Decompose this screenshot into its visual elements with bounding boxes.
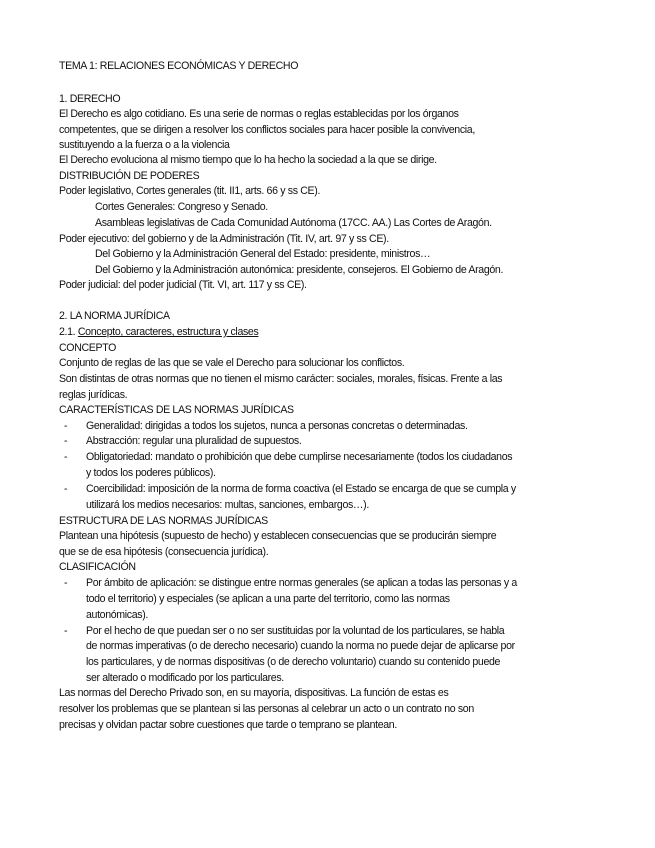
list-item-text: ser alterado o modificado por los particulares.: [86, 672, 284, 684]
paragraph-line: El Derecho evoluciona al mismo tiempo que lo ha hecho la sociedad a la que se dirige.: [59, 154, 437, 166]
list-item-text: Obligatoriedad: mandato o prohibición que debe cumplirse necesariamente (todos los ciudadanos: [86, 451, 513, 463]
indented-item: Cortes Generales: Congreso y Senado.: [95, 201, 268, 213]
poder-legislativo: Poder legislativo, Cortes generales (tit. II1, arts. 66 y ss CE).: [59, 185, 321, 197]
bullet-dash: -: [64, 577, 68, 589]
list-item-text: de normas imperativas (o de derecho necesario) cuando la norma no puede dejar de aplicarse por: [86, 640, 515, 652]
subheading-distribucion-poderes: DISTRIBUCIÓN DE PODERES: [59, 170, 200, 182]
paragraph-line: Plantean una hipótesis (supuesto de hecho) y establecen consecuencias que se producirán siempre: [59, 530, 497, 542]
paragraph-line: competentes, que se dirigen a resolver los conflictos sociales para hacer posible la convivencia,: [59, 124, 475, 136]
paragraph-line: El Derecho es algo cotidiano. Es una serie de normas o reglas establecidas por los órganos: [59, 108, 459, 120]
bullet-dash: -: [64, 451, 68, 463]
list-item-text: los particulares, y de normas dispositivas (o de derecho voluntario) cuando su contenido puede: [86, 656, 501, 668]
bullet-dash: -: [64, 420, 68, 432]
subheading-clasificacion: CLASIFICACIÓN: [59, 561, 136, 573]
list-item-text: utilizará los medios necesarios: multas, sanciones, embargos…).: [86, 499, 369, 511]
list-item-text: Generalidad: dirigidas a todos los sujetos, nunca a personas concretas o determinadas.: [86, 420, 468, 432]
bullet-dash: -: [64, 435, 68, 447]
subheading-estructura: ESTRUCTURA DE LAS NORMAS JURÍDICAS: [59, 515, 268, 527]
list-item-text: y todos los poderes públicos).: [86, 467, 216, 479]
subsection-heading: [59, 325, 258, 339]
paragraph-line: Conjunto de reglas de las que se vale el Derecho para solucionar los conflictos.: [59, 357, 405, 369]
list-item-text: Por el hecho de que puedan ser o no ser sustituidas por la voluntad de los particulares, se habla: [86, 625, 505, 637]
bullet-dash: -: [64, 483, 68, 495]
poder-judicial: Poder judicial: del poder judicial (Tit. VI, art. 117 y ss CE).: [59, 279, 307, 291]
subheading-concepto: CONCEPTO: [59, 342, 117, 354]
list-item-text: Coercibilidad: imposición de la norma de forma coactiva (el Estado se encarga de que se cumpla y: [86, 483, 516, 495]
paragraph-line: que se de esa hipótesis (consecuencia jurídica).: [59, 546, 269, 558]
list-item-text: autonómicas).: [86, 609, 148, 621]
paragraph-line: reglas jurídicas.: [59, 389, 128, 401]
list-item-text: todo el territorio) y especiales (se aplican a una parte del territorio, como las normas: [86, 593, 450, 605]
paragraph-line: Las normas del Derecho Privado son, en su mayoría, dispositivas. La función de estas es: [59, 687, 449, 699]
indented-item: Asambleas legislativas de Cada Comunidad Autónoma (17CC. AA.) Las Cortes de Aragón.: [95, 217, 492, 229]
list-item-text: Abstracción: regular una pluralidad de supuestos.: [86, 435, 302, 447]
list-item-text: Por ámbito de aplicación: se distingue entre normas generales (se aplican a todas las personas y a: [86, 577, 517, 589]
paragraph-line: precisas y olvidan pactar sobre cuestiones que tarde o temprano se plantean.: [59, 719, 397, 731]
subsection-number: 2.1.: [59, 326, 76, 338]
section-heading-norma-juridica: 2. LA NORMA JURÍDICA: [59, 310, 170, 322]
paragraph-line: sustituyendo a la fuerza o a la violencia: [59, 139, 230, 151]
bullet-dash: -: [64, 625, 68, 637]
poder-ejecutivo: Poder ejecutivo: del gobierno y de la Administración (Tit. IV, art. 97 y ss CE).: [59, 233, 389, 245]
paragraph-line: Son distintas de otras normas que no tienen el mismo carácter: sociales, morales, físicas. Frente a las: [59, 373, 503, 385]
indented-item: Del Gobierno y la Administración General del Estado: presidente, ministros…: [95, 248, 431, 260]
paragraph-line: resolver los problemas que se plantean si las personas al celebrar un acto o un contrato no son: [59, 703, 474, 715]
section-heading-derecho: 1. DERECHO: [59, 93, 121, 105]
subheading-caracteristicas: CARACTERÍSTICAS DE LAS NORMAS JURÍDICAS: [59, 404, 294, 416]
subsection-title: Concepto, caracteres, estructura y clases: [77, 326, 259, 338]
document-title: TEMA 1: RELACIONES ECONÓMICAS Y DERECHO: [59, 60, 299, 72]
indented-item: Del Gobierno y la Administración autonómica: presidente, consejeros. El Gobierno de Aragón.: [95, 264, 504, 276]
